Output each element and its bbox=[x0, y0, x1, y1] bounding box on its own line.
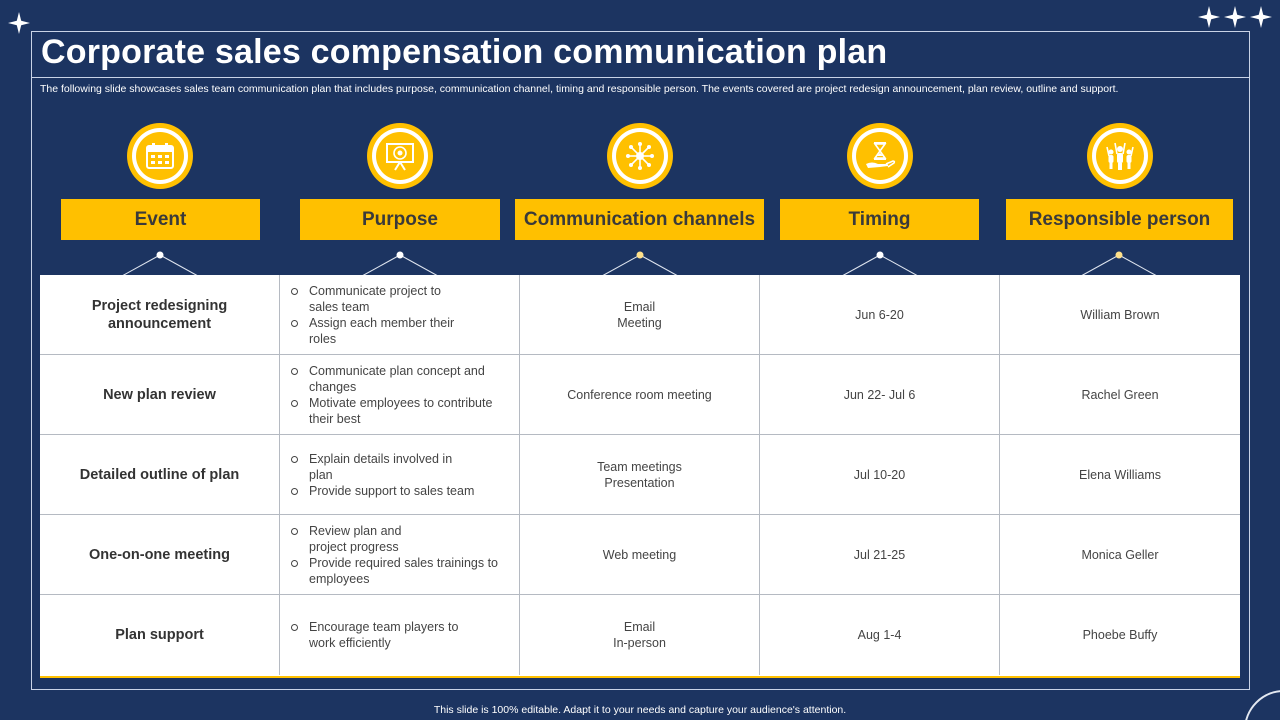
calendar-icon bbox=[127, 123, 193, 189]
channel-item: Email bbox=[623, 299, 656, 314]
channel-cell bbox=[520, 595, 760, 675]
purpose-cell bbox=[280, 515, 520, 594]
column-header-person: Responsible person bbox=[1006, 199, 1233, 240]
column-header-timing: Timing bbox=[780, 199, 979, 240]
channel-item: Email bbox=[623, 620, 656, 634]
purpose-item: Provide support to sales team bbox=[290, 483, 512, 499]
purpose-item: Provide required sales trainings to employees bbox=[290, 555, 512, 587]
table-row bbox=[40, 595, 1240, 675]
timing-cell: Jun 22- Jul 6 bbox=[760, 355, 1000, 434]
channel-cell bbox=[520, 515, 760, 594]
column-header-channels: Communication channels bbox=[515, 199, 764, 240]
purpose-cell bbox=[280, 435, 520, 514]
channel-item: Presentation bbox=[604, 475, 675, 490]
purpose-item: Motivate employees to contribute their best bbox=[290, 395, 512, 427]
sparkle-icon bbox=[1198, 6, 1220, 28]
channel-cell bbox=[520, 275, 760, 354]
person-cell: Rachel Green bbox=[1081, 387, 1159, 402]
connector bbox=[355, 250, 445, 276]
event-cell: One-on-one meeting bbox=[40, 515, 280, 594]
channel-item: In-person bbox=[613, 636, 666, 650]
purpose-cell bbox=[280, 595, 520, 675]
channel-item: Conference room meeting bbox=[567, 387, 712, 402]
purpose-cell bbox=[280, 355, 520, 434]
timing-cell: Aug 1-4 bbox=[760, 595, 1000, 675]
channel-item: Web meeting bbox=[602, 547, 677, 562]
channel-cell bbox=[520, 435, 760, 514]
team-people-icon bbox=[1087, 123, 1153, 189]
channel-item: Meeting bbox=[617, 315, 662, 330]
timing-cell: Jul 10-20 bbox=[760, 435, 1000, 514]
purpose-item: Communicate plan concept and changes bbox=[290, 363, 485, 395]
purpose-item: Assign each member their roles bbox=[290, 315, 455, 347]
event-cell: Detailed outline of plan bbox=[40, 435, 280, 514]
sparkle-icon bbox=[8, 12, 30, 34]
page-subtitle: The following slide showcases sales team communication plan that includes purpose, communication channel, timing and responsible person. The events covered are project redesign announcement, plan review, outline and support. bbox=[40, 83, 1119, 95]
sparkle-icon bbox=[1224, 6, 1246, 28]
event-cell: New plan review bbox=[40, 355, 280, 434]
timing-cell: Jul 21-25 bbox=[760, 515, 1000, 594]
event-cell: Plan support bbox=[40, 595, 280, 675]
table-row bbox=[40, 435, 1240, 515]
person-cell: Monica Geller bbox=[1081, 547, 1159, 562]
purpose-item: Encourage team players to work efficiently bbox=[290, 619, 475, 651]
hourglass-hand-icon bbox=[847, 123, 913, 189]
presentation-target-icon bbox=[367, 123, 433, 189]
person-cell: William Brown bbox=[1080, 307, 1160, 322]
connector bbox=[1074, 250, 1164, 276]
timing-cell: Jun 6-20 bbox=[760, 275, 1000, 354]
table-row bbox=[40, 275, 1240, 355]
footer-note: This slide is 100% editable. Adapt it to your needs and capture your audience's attention. bbox=[433, 704, 847, 716]
event-cell: Project redesigning announcement bbox=[40, 275, 280, 354]
purpose-item: Explain details involved in plan bbox=[290, 451, 465, 483]
title-divider bbox=[31, 77, 1250, 78]
table-row bbox=[40, 355, 1240, 435]
connector bbox=[835, 250, 925, 276]
channel-cell bbox=[520, 355, 760, 434]
plan-table bbox=[40, 275, 1240, 678]
page-title: Corporate sales compensation communication plan bbox=[41, 33, 888, 71]
column-header-event: Event bbox=[61, 199, 260, 240]
column-header-purpose: Purpose bbox=[300, 199, 500, 240]
purpose-cell bbox=[280, 275, 520, 354]
connector bbox=[595, 250, 685, 276]
network-hub-icon bbox=[607, 123, 673, 189]
person-cell: Elena Williams bbox=[1079, 467, 1161, 482]
connector bbox=[115, 250, 205, 276]
channel-item: Team meetings bbox=[597, 459, 682, 474]
table-row bbox=[40, 515, 1240, 595]
purpose-item: Communicate project to sales team bbox=[290, 283, 455, 315]
purpose-item: Review plan and project progress bbox=[290, 523, 430, 555]
person-cell: Phoebe Buffy bbox=[1082, 628, 1158, 642]
sparkle-icon bbox=[1250, 6, 1272, 28]
